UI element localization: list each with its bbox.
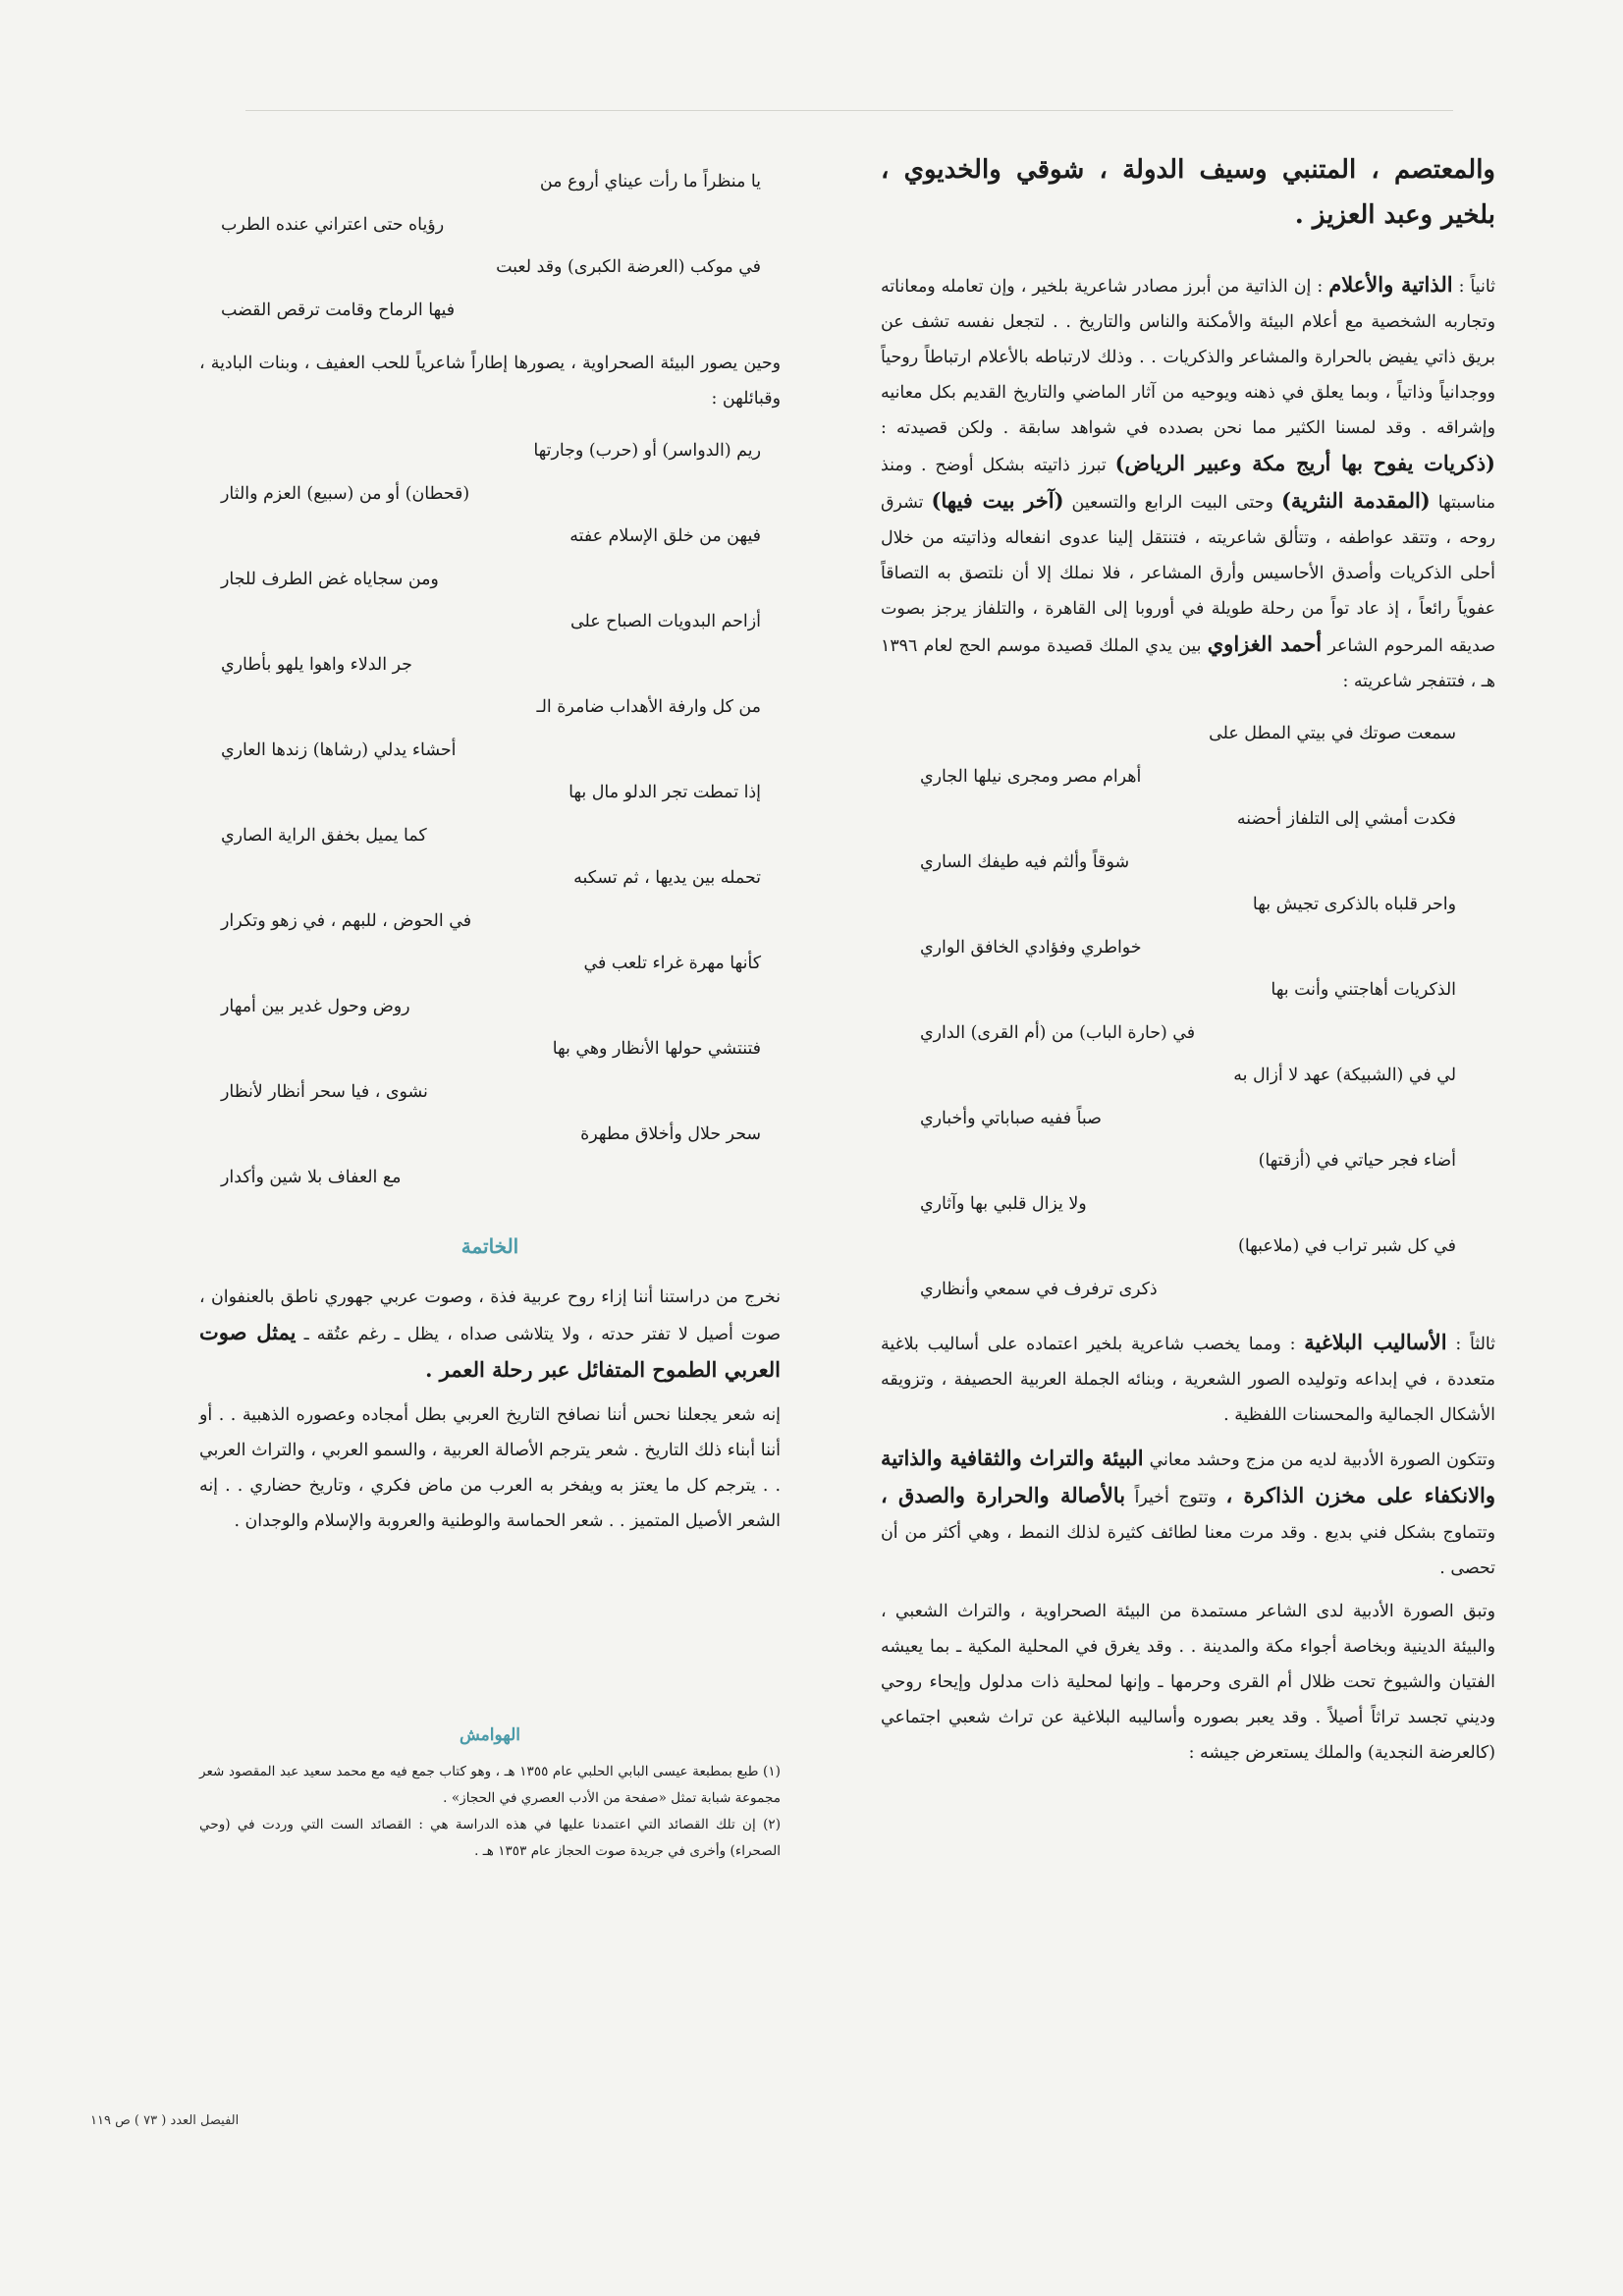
section-heading-self: الذاتية والأعلام [1328, 272, 1453, 297]
verse: سمعت صوتك في بيتي المطل على [1209, 724, 1456, 743]
conclusion-heading: الخاتمة [460, 1234, 519, 1258]
section-rhetoric: ثالثاً : الأساليب البلاغية : ومما يخصب شاعرية بلخير اعتماده على أساليب بلاغية متعددة ، في إبداعه وتوليده الصور الشعرية ، وبنائه الجملة العربية الحصيفة ، وتزويقه الأشكال الجمالية والمحسنات اللفظية . [881, 1330, 1496, 1425]
verse: ولا يزال قلبي بها وآثاري [920, 1193, 1087, 1214]
verse: إذا تمطت تجر الدلو مال بها [568, 783, 761, 802]
verse: كأنها مهرة غراء تلعب في [583, 954, 761, 973]
lead-paragraph: والمعتصم ، المتنبي وسيف الدولة ، شوقي والخديوي ، بلخير وعبد العزيز . [881, 155, 1495, 230]
poet-name: أحمد الغزاوي [1207, 631, 1323, 656]
footnote-2: (٢) إن تلك القصائد التي اعتمدنا عليها في هذه الدراسة هي : القصائد الست التي وردت في (وحي الصحراء) وأخرى في جريدة صوت الحجاز عام ١٣٥٣ هـ . [199, 1817, 781, 1859]
conclusion-paragraph-1: نخرج من دراستنا أننا إزاء روح عربية فذة ، وصوت عربي جهوري ناطق بالعنفوان ، صوت أصيل لا تفتر حدته ، ولا يتلاشى صداه ، يظل ـ رغم عتُقه ـ يمثل صوت العربي الطموح المتفائل عبر رحلة العمر . [199, 1287, 781, 1382]
section-heading-rhetoric: الأساليب البلاغية [1304, 1330, 1447, 1354]
verse: ريم (الدواسر) أو (حرب) وجارتها [533, 441, 761, 461]
footnote-1: (١) طبع بمطبعة عيسى البابي الحلبي عام ١٣٥٥ هـ ، وهو كتاب جمع فيه مع محمد سعيد عبد المقصود شعر مجموعة شبابة تمثل «صفحة من الأدب العصري في الحجاز» . [199, 1764, 781, 1806]
verse: رؤياه حتى اعتراني عنده الطرب [221, 214, 445, 235]
verse: تحمله بين يديها ، ثم تسكبه [573, 868, 761, 888]
verse: أهرام مصر ومجرى نيلها الجاري [920, 766, 1142, 787]
verse: في كل شبر تراب في (ملاعبها) [1238, 1236, 1456, 1256]
verse: الذكريات أهاجتني وأنت بها [1271, 980, 1456, 1000]
poem-memories [881, 713, 1495, 1311]
verse: (قحطان) أو من (سبيع) العزم والثار [221, 483, 470, 504]
verse: من كل وارفة الأهداب ضامرة الـ [536, 697, 761, 717]
top-divider [245, 110, 1453, 111]
verse: في (حارة الباب) من (أم القرى) الداري [920, 1022, 1196, 1043]
verse: ذكرى ترفرف في سمعي وأنظاري [920, 1279, 1158, 1299]
left-column [199, 147, 781, 1865]
verse: في الحوض ، للبهم ، في زهو وتكرار [221, 910, 472, 931]
verse: كما يميل بخفق الراية الصاري [221, 825, 427, 846]
verse: لي في (الشبيكة) عهد لا أزال به [1233, 1066, 1456, 1085]
verse: صباً ففيه صباباتي وأخباري [920, 1108, 1102, 1128]
section-self-and-figures: ثانياً : الذاتية والأعلام : إن الذاتية من أبرز مصادر شاعرية بلخير ، وإن تعامله ومعاناته وتجاربه الشخصية مع أعلام البيئة والأمكنة والناس والتاريخ . . لتجعل نفسه تشف عن بريق ذاتي يفيض بالحرارة والمشاعر والذكريات . . وذلك لارتباطه بالأعلام ارتباطاً روحياً ووجدانياً وذاتياً ، وبما يعلق في ذهنه ويوحيه من آثار الماضي والتاريخ القديم بكل معانيه وإشراقه . وقد لمسنا الكثير مما نحن بصدده في شواهد سابقة . ولكن قصيدته : (ذكريات يفوح بها أريج مكة وعبير الرياض) تبرز ذاتيته بشكل أوضح . ومنذ مناسبتها (المقدمة النثرية) وحتى البيت الرابع والتسعين (آخر بيت فيها) تشرق روحه ، وتتقد عواطفه ، وتتألق شاعريته ، فتنتقل إلينا عدوى انفعاله وذاتيته من خلال أحلى الذكريات وأصدق الأحاسيس وأرق المشاعر ، فلا نملك إلا أن نلتصق به التصاقاً عفوياً رائعاً ، إذ عاد تواً من رحلة طويلة في أوروبا إلى القاهرة ، والتلفاز يرجز بصوت صديقه المرحوم الشاعر أحمد الغزاوي بين يدي الملك قصيدة موسم الحج لعام ١٣٩٦ هـ ، فتتفجر شاعريته : [881, 272, 1496, 691]
page-footer: الفيصل العدد ( ٧٣ ) ص ١١٩ [90, 2113, 240, 2128]
verse: نشوى ، فيا سحر أنظار لأنظار [221, 1081, 428, 1102]
verse: فتنتشي حولها الأنظار وهي بها [552, 1039, 761, 1059]
right-column [881, 147, 1495, 1778]
verse: سحر حلال وأخلاق مطهرة [580, 1124, 761, 1144]
verse: أضاء فجر حياتي في (أزقتها) [1258, 1151, 1456, 1171]
verse: أحشاء يدلي (رشاها) زندها العاري [221, 739, 457, 760]
conclusion-paragraph-2: إنه شعر يجعلنا نحس أننا نصافح التاريخ العربي بطل أمجاده وعصوره الذهبية . . أو أننا أبناء ذلك التاريخ . شعر يترجم الأصالة العربية ، والسمو العربي ، والتراث العربي . . يترجم كل ما يعتز به ويفخر به العرب من ماض فكري ، وتاريخ حضاري . . إنه الشعر الأصيل المتميز . . شعر الحماسة والوطنية والعروبة والإسلام والوجدان . [199, 1405, 781, 1531]
verse: واحر قلباه بالذكرى تجيش بها [1252, 895, 1456, 914]
verse: أزاحم البدويات الصباح على [570, 612, 761, 631]
verse: روض وحول غدير بين أمهار [221, 996, 410, 1016]
poem-title: (ذكريات يفوح بها أريج مكة وعبير الرياض) [1114, 451, 1495, 475]
paragraph-desert: وحين يصور البيئة الصحراوية ، يصورها إطاراً شاعرياً للحب العفيف ، وبنات البادية ، وقبائلهن : [199, 354, 781, 409]
verse: فكدت أمشي إلى التلفاز أحضنه [1236, 809, 1456, 829]
poem-bedouin [199, 430, 781, 1199]
verse: مع العفاف بلا شين وأكدار [221, 1167, 402, 1187]
verse: جر الدلاء واهوا يلهو بأطاري [221, 654, 412, 675]
verse: فيهن من خلق الإسلام عفته [569, 526, 761, 546]
verse: شوقاً وألثم فيه طيفك الساري [920, 851, 1130, 872]
footnotes-heading: الهوامش [459, 1725, 521, 1745]
verse: في موكب (العرضة الكبرى) وقد لعبت [496, 257, 761, 277]
verse: يا منظراً ما رأت عيناي أروع من [539, 172, 761, 191]
paragraph-environment: وتبق الصورة الأدبية لدى الشاعر مستمدة من البيئة الصحراوية ، والتراث الشعبي ، والبيئة الدينية وبخاصة أجواء مكة والمدينة . . وقد يغرق في المحلية المكية ـ بما يعيشه الفتيان والشيوخ تحت ظلال أم القرى وحرمها ـ وإنها لمحلية ذات مدلول وإيحاء روحي وديني تجسد تراثاً أصيلاً . وقد يعبر بصوره وأساليبه البلاغية عن تراث شعبي اجتماعي (كالعرضة النجدية) والملك يستعرض جيشه : [881, 1602, 1495, 1763]
verse: فيها الرماح وقامت ترقص القضب [221, 300, 456, 320]
verse: خواطري وفؤادي الخافق الواري [920, 937, 1142, 957]
paragraph-imagery: وتتكون الصورة الأدبية لديه من مزج وحشد معاني البيئة والتراث والثقافية والذاتية والانكفاء على مخزن الذاكرة ، وتتوج أخيراً بالأصالة والحرارة والصدق ، وتتماوج بشكل فني بديع . وقد مرت معنا لطائف كثيرة لذلك النمط ، وهي أكثر من أن تحصى . [881, 1446, 1496, 1578]
poem-parade [199, 161, 781, 332]
verse: ومن سجاياه غض الطرف للجار [221, 569, 439, 589]
